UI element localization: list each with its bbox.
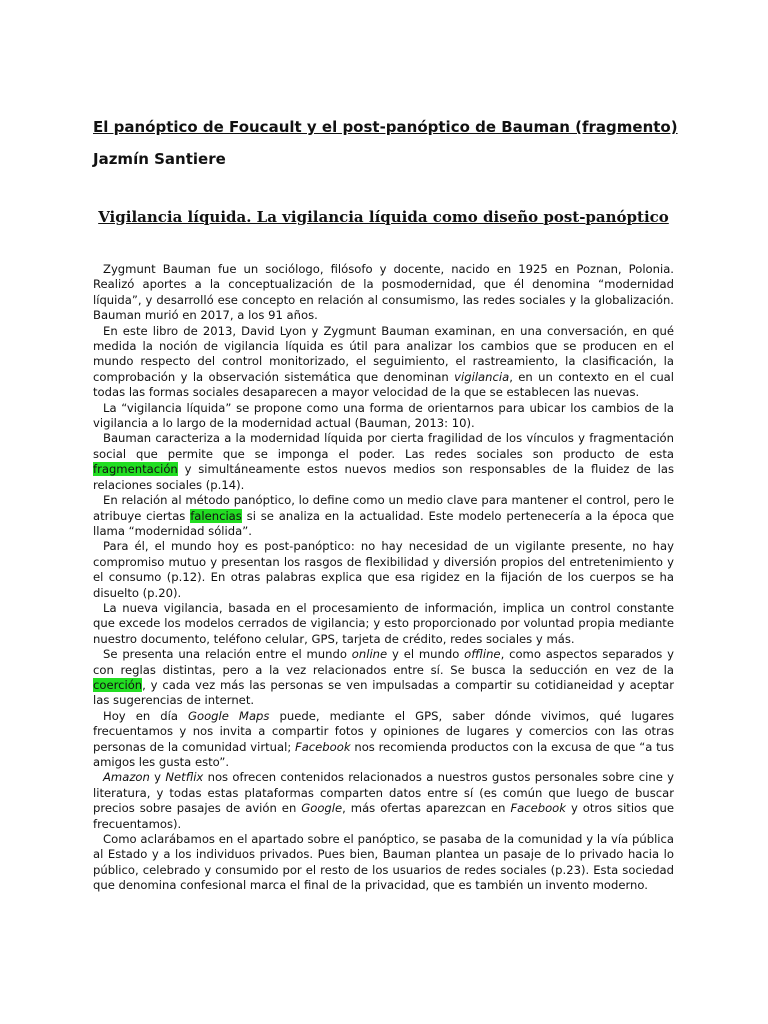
highlighted-word: falencias bbox=[190, 508, 242, 523]
italic-term: online bbox=[351, 647, 388, 662]
paragraph: Para él, el mundo hoy es post-panóptico: no hay necesidad de un vigilante presente, no hay compromiso mutuo y presentan los rasgos de flexibilidad y diversión propios del entretenimiento y el consumo (p.12). En otras palabras explica que esa rigidez en la fijación de los cuerpos se ha disuelto (p.20). bbox=[93, 539, 674, 600]
highlighted-word: coerción bbox=[93, 677, 143, 692]
paragraph: Como aclarábamos en el apartado sobre el panóptico, se pasaba de la comunidad y la vía pública al Estado y a los individuos privados. Pues bien, Bauman plantea un pasaje de lo privado hacia lo público, celebrado y consumido por el resto de los usuarios de redes sociales (p.23). Esta sociedad que denomina confesional marca el final de la privacidad, que es también un invento moderno. bbox=[93, 832, 674, 893]
document-title: El panóptico de Foucault y el post-panóptico de Bauman (fragmento) bbox=[93, 118, 678, 136]
italic-term: Netflix bbox=[165, 770, 204, 785]
italic-term: Google bbox=[301, 801, 343, 816]
section-subtitle: Vigilancia líquida. La vigilancia líquida como diseño post-panóptico bbox=[98, 208, 669, 226]
document-page bbox=[93, 116, 678, 894]
italic-term: Facebook bbox=[295, 739, 351, 754]
italic-term: vigilancia bbox=[454, 369, 510, 384]
highlighted-word: fragmentación bbox=[93, 462, 178, 477]
paragraph: Se presenta una relación entre el mundo online y el mundo offline, como aspectos separados y con reglas distintas, pero a la vez relacionados entre sí. Se busca la seducción en vez de la coerción, y cada vez más las personas se ven impulsadas a compartir su cotidianeidad y aceptar las sugerencias de internet. bbox=[93, 647, 674, 708]
paragraph: Hoy en día Google Maps puede, mediante el GPS, saber dónde vivimos, qué lugares frecuentamos y nos invita a compartir fotos y opiniones de lugares y comercios con las otras personas de la comunidad virtual; Facebook nos recomienda productos con la excusa de que “a tus amigos les gusta esto”. bbox=[93, 708, 675, 769]
paragraph: La “vigilancia líquida” se propone como una forma de orientarnos para ubicar los cambios de la vigilancia a lo largo de la modernidad actual (Bauman, 2013: 10). bbox=[93, 400, 674, 431]
document-body bbox=[93, 262, 674, 894]
paragraph: En relación al método panóptico, lo define como un medio clave para mantener el control, pero le atribuye ciertas falencias si se analiza en la actualidad. Este modelo pertenecería a la época que llama “modernidad sólida”. bbox=[93, 493, 675, 538]
paragraph: Zygmunt Bauman fue un sociólogo, filósofo y docente, nacido en 1925 en Poznan, Polonia. Realizó aportes a la conceptualización de la posmodernidad, que él denomina “modernidad líquida”, y desarrolló ese concepto en relación al consumismo, las redes sociales y la globalización. Bauman murió en 2017, a los 91 años. bbox=[93, 262, 674, 323]
italic-term: offline bbox=[464, 647, 501, 662]
paragraph: Bauman caracteriza a la modernidad líquida por cierta fragilidad de los vínculos y fragmentación social que permite que se imponga el poder. Las redes sociales son producto de esta fragmentación y simultáneamente estos nuevos medios son responsables de la fluidez de las relaciones sociales (p.14). bbox=[93, 431, 674, 492]
italic-term: Google Maps bbox=[188, 708, 270, 723]
paragraph: En este libro de 2013, David Lyon y Zygmunt Bauman examinan, en una conversación, en qué medida la noción de vigilancia líquida es útil para analizar los cambios que se producen en el mundo respecto del control monitorizado, el seguimiento, el rastreamiento, la clasificación, la comprobación y la observación sistemática que denominan vigilancia, en un contexto en el cual todas las formas sociales desaparecen a mayor velocidad de la que se establecen las nuevas. bbox=[93, 323, 674, 400]
author-name: Jazmín Santiere bbox=[93, 150, 226, 168]
italic-term: Amazon bbox=[103, 770, 150, 785]
paragraph: La nueva vigilancia, basada en el procesamiento de información, implica un control constante que excede los modelos cerrados de vigilancia; y esto proporcionado por voluntad propia mediante nuestro documento, teléfono celular, GPS, tarjeta de crédito, redes sociales y más. bbox=[93, 600, 674, 646]
italic-term: Facebook bbox=[510, 801, 566, 816]
paragraph: Amazon y Netflix nos ofrecen contenidos relacionados a nuestros gustos personales sobre cine y literatura, y todas estas plataformas comparten datos entre sí (es común que luego de buscar precios sobre pasajes de avión en Google, más ofertas aparezcan en Facebook y otros sitios que frecuentamos). bbox=[93, 770, 674, 831]
